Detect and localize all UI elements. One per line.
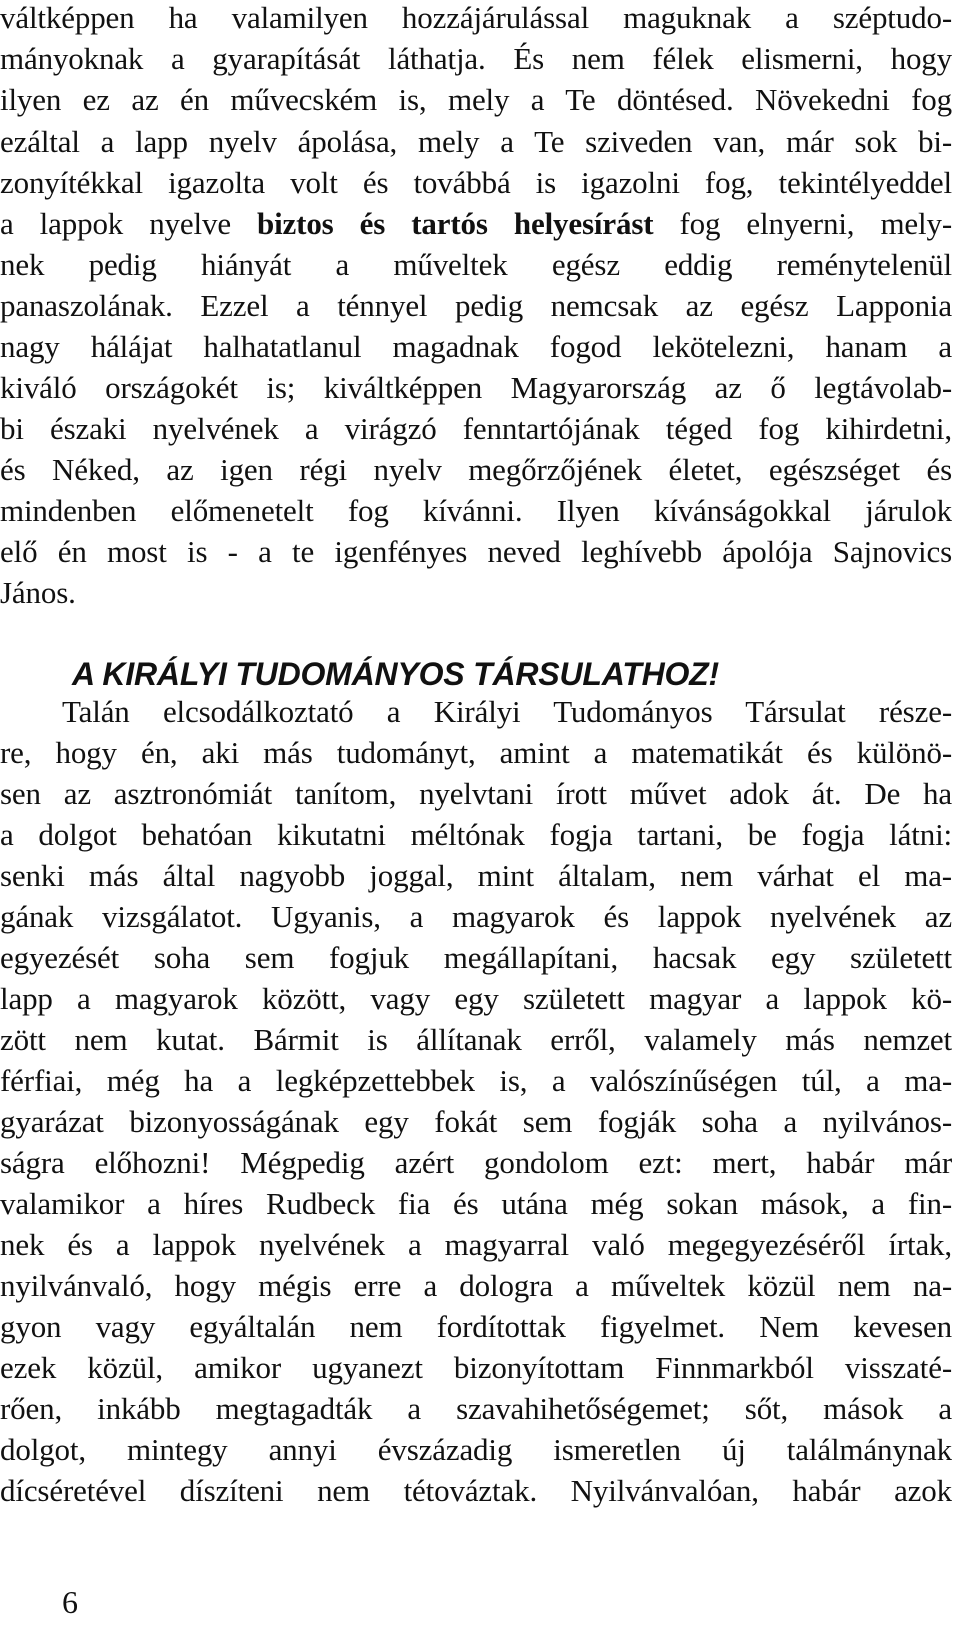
text-line: lapp a magyarok között, vagy egy született magyar a lappok kö- [0, 981, 952, 1016]
text-line: nagy hálájat halhatatlanul magadnak fogod lekötelezni, hanam a [0, 329, 952, 364]
text-line: panaszolának. Ezzel a ténnyel pedig nemcsak az egész Lapponia [0, 288, 952, 323]
text-line: valamikor a híres Rudbeck fia és utána még sokan mások, a fin- [0, 1186, 952, 1221]
text-line: mindenben előmenetelt fog kívánni. Ilyen kívánságokkal járulok [0, 493, 952, 528]
text-line: János. [0, 575, 76, 610]
text-line: re, hogy én, aki más tudományt, amint a matematikát és különö- [0, 735, 952, 770]
text-line: nek és a lappok nyelvének a magyarral való megegyezéséről írtak, [0, 1227, 952, 1262]
text-line: nek pedig hiányát a műveltek egész eddig reménytelenül [0, 247, 952, 282]
text-line: kiváló országokét is; kiváltképpen Magyarország az ő legtávolab- [0, 370, 952, 405]
text-line: dolgot, mintegy annyi évszázadig ismeretlen új találmánynak [0, 1432, 952, 1467]
text-line: egyezését soha sem fogjuk megállapítani, hacsak egy született [0, 940, 952, 975]
text-line: ezek közül, amikor ugyanezt bizonyítottam Finnmarkból visszaté- [0, 1350, 952, 1385]
text-line: váltképpen ha valamilyen hozzájárulással maguknak a széptudo- [0, 0, 952, 35]
text-line: gának vizsgálatot. Ugyanis, a magyarok és lappok nyelvének az [0, 899, 952, 934]
text-line: a dolgot behatóan kikutatni méltónak fogja tartani, be fogja látni: [0, 817, 952, 852]
text-line: ságra előhozni! Mégpedig azért gondolom ezt: mert, habár már [0, 1145, 952, 1180]
text-line: zonyítékkal igazolta volt és továbbá is igazolni fog, tekintélyeddel [0, 165, 952, 200]
text-line: és Néked, az igen régi nyelv megőrzőjének életet, egészséget és [0, 452, 952, 487]
text-line: Talán elcsodálkoztató a Királyi Tudományos Társulat része- [62, 694, 952, 729]
text-line: dícséretével díszíteni nem tétováztak. Nyilvánvalóan, habár azok [0, 1473, 952, 1508]
text-line: zött nem kutat. Bármit is állítanak erről, valamely más nemzet [0, 1022, 952, 1057]
text-line: rően, inkább megtagadták a szavahihetőségemet; sőt, mások a [0, 1391, 952, 1426]
text-line: férfiai, még ha a legképzettebbek is, a valószínűségen túl, a ma- [0, 1063, 952, 1098]
section-heading: A KIRÁLYI TUDOMÁNYOS TÁRSULATHOZ! [72, 656, 719, 692]
text-line: ilyen ez az én művecském is, mely a Te döntésed. Növekedni fog [0, 82, 952, 117]
text-line: sen az asztronómiát tanítom, nyelvtani írott művet adok át. De ha [0, 776, 952, 811]
text-line: elő én most is - a te igenfényes neved leghívebb ápolója Sajnovics [0, 534, 952, 569]
text-line: mányoknak a gyarapítását láthatja. És nem félek elismerni, hogy [0, 41, 952, 76]
page-number: 6 [62, 1584, 78, 1620]
text-line: a lappok nyelve biztos és tartós helyesírást fog elnyerni, mely- [0, 206, 952, 241]
text-line: bi északi nyelvének a virágzó fenntartójának téged fog kihirdetni, [0, 411, 952, 446]
text-line: gyon vagy egyáltalán nem fordítottak figyelmet. Nem kevesen [0, 1309, 952, 1344]
text-line: senki más által nagyobb joggal, mint általam, nem várhat el ma- [0, 858, 952, 893]
text-line: gyarázat bizonyosságának egy fokát sem fogják soha a nyilvános- [0, 1104, 952, 1139]
text-line: ezáltal a lapp nyelv ápolása, mely a Te sziveden van, már sok bi- [0, 124, 952, 159]
text-line: nyilvánvaló, hogy mégis erre a dologra a műveltek közül nem na- [0, 1268, 952, 1303]
bold-phrase: biztos és tartós helyesírást [257, 206, 654, 241]
